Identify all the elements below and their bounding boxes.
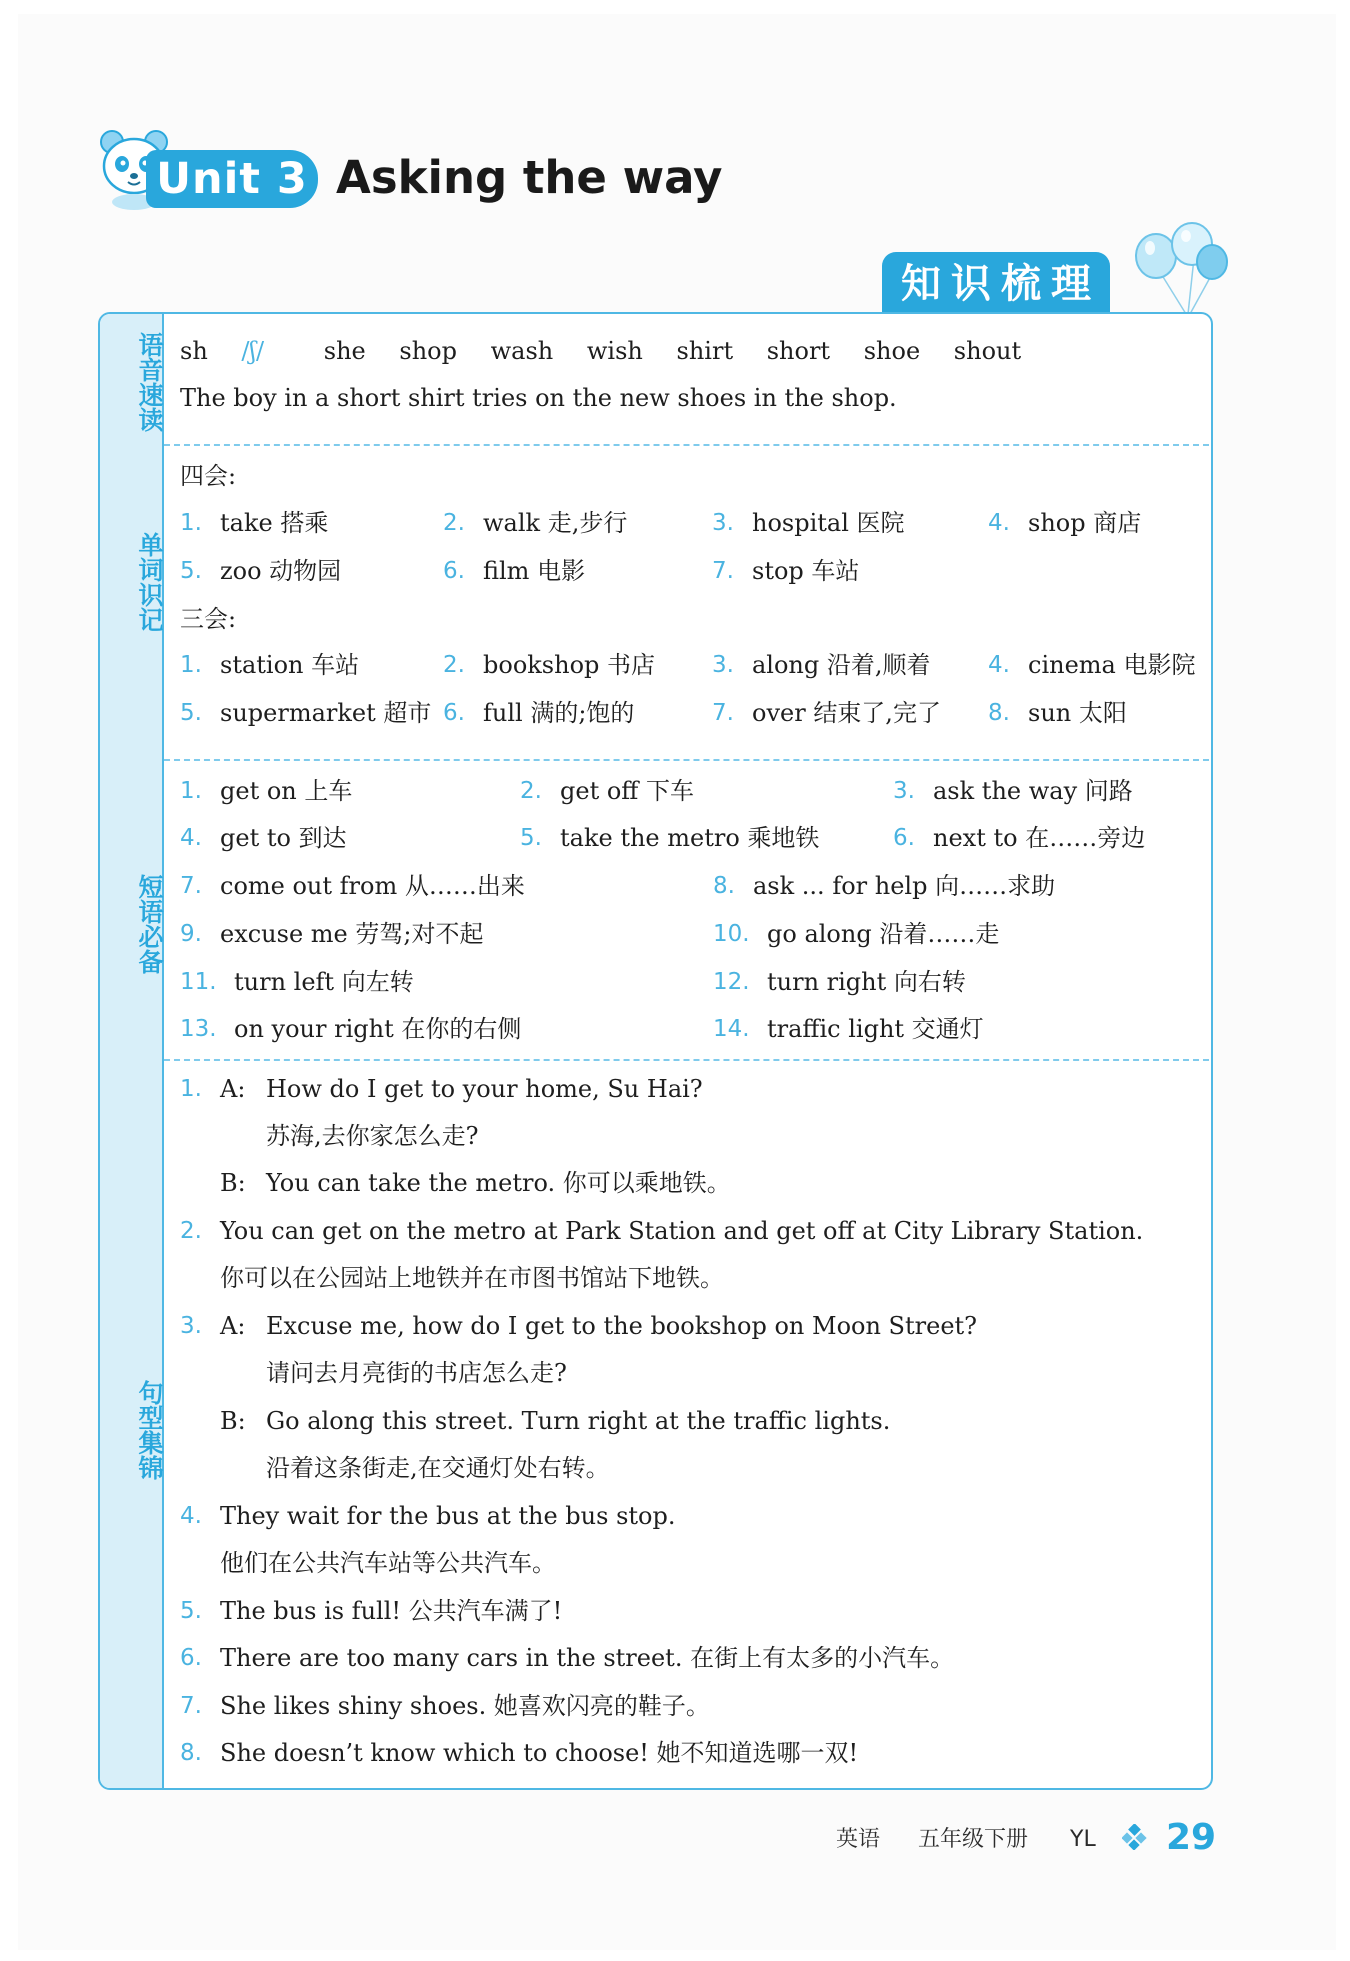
phonics-word: shout <box>953 337 1022 365</box>
sentence-number: 1. <box>180 1076 202 1102</box>
footer-edition: YL <box>1070 1827 1096 1852</box>
knowledge-frame <box>98 312 1213 1790</box>
phrase-number: 3. <box>893 778 915 804</box>
phrase-item: on your right 在你的右侧 <box>234 1015 522 1043</box>
phrase-item: take the metro 乘地铁 <box>560 824 820 852</box>
vocab-number: 1. <box>180 510 202 536</box>
vocab-item: sun 太阳 <box>1028 699 1127 727</box>
side-label-sentences: 句型集锦 <box>135 1380 164 1480</box>
sentence-text: The bus is full! 公共汽车满了! <box>220 1597 563 1625</box>
vocab-item: bookshop 书店 <box>483 651 656 679</box>
speaker-label: A: <box>220 1075 246 1103</box>
side-label-phrases: 短语必备 <box>135 874 164 974</box>
speaker-label: B: <box>220 1169 246 1197</box>
sentence-english: You can take the metro. 你可以乘地铁。 <box>266 1169 731 1197</box>
sentence-text: She likes shiny shoes. 她喜欢闪亮的鞋子。 <box>220 1692 710 1720</box>
vocab-number: 3. <box>712 652 734 678</box>
sentence-chinese: 苏海,去你家怎么走? <box>266 1122 479 1150</box>
phonics-word: wash <box>490 337 554 365</box>
phonics-word: shoe <box>863 337 921 365</box>
vocab-number: 7. <box>712 558 734 584</box>
side-label-phonics: 语音速读 <box>135 332 164 432</box>
sentence-english: Go along this street. Turn right at the traffic lights. <box>266 1407 891 1435</box>
phonics-word: shirt <box>676 337 734 365</box>
section-divider <box>164 444 1209 446</box>
phrase-item: get off 下车 <box>560 777 694 805</box>
vocab-number: 1. <box>180 652 202 678</box>
phrase-item: excuse me 劳驾;对不起 <box>220 920 484 948</box>
phrase-item: turn right 向右转 <box>767 968 966 996</box>
vocab-number: 3. <box>712 510 734 536</box>
vocab-item: hospital 医院 <box>752 509 905 537</box>
diamond-icon <box>1122 1824 1148 1850</box>
sentence-chinese: 沿着这条街走,在交通灯处右转。 <box>266 1454 610 1482</box>
sentence-english: They wait for the bus at the bus stop. <box>220 1502 676 1530</box>
vocab-item: station 车站 <box>220 651 360 679</box>
vocab-item: take 搭乘 <box>220 509 329 537</box>
vocab-item: full 满的;饱的 <box>483 699 635 727</box>
vocab-item: stop 车站 <box>752 557 860 585</box>
phonics-word: shop <box>399 337 457 365</box>
sentence-text: There are too many cars in the street. 在街上有太多的小汽车。 <box>220 1644 955 1672</box>
vocab-item: along 沿着,顺着 <box>752 651 931 679</box>
phonics-sound: sh /ʃ/ <box>180 337 265 365</box>
phrase-number: 5. <box>520 825 542 851</box>
phrase-item: get to 到达 <box>220 824 347 852</box>
vocab-number: 4. <box>988 510 1010 536</box>
four-skill-heading: 四会: <box>180 462 237 490</box>
phonics-word: she <box>323 337 366 365</box>
sentence-number: 3. <box>180 1313 202 1339</box>
sentence-number: 6. <box>180 1645 202 1671</box>
vocab-number: 4. <box>988 652 1010 678</box>
vocab-number: 6. <box>443 558 465 584</box>
sentence-english: You can get on the metro at Park Station and get off at City Library Station. <box>220 1217 1144 1245</box>
vocab-number: 2. <box>443 510 465 536</box>
sentence-number: 7. <box>180 1693 202 1719</box>
three-skill-heading: 三会: <box>180 605 237 633</box>
phrase-number: 14. <box>713 1016 750 1042</box>
phrase-number: 2. <box>520 778 542 804</box>
vocab-number: 5. <box>180 700 202 726</box>
phonics-ipa: /ʃ/ <box>241 337 265 365</box>
sentence-chinese: 他们在公共汽车站等公共汽车。 <box>220 1549 556 1577</box>
phrase-number: 1. <box>180 778 202 804</box>
phrase-number: 8. <box>713 873 735 899</box>
phrase-number: 4. <box>180 825 202 851</box>
sentence-chinese: 请问去月亮街的书店怎么走? <box>266 1359 567 1387</box>
balloons-icon <box>1124 222 1230 320</box>
phonics-word: short <box>766 337 831 365</box>
section-banner: 知识梳理 <box>882 252 1110 316</box>
sentence-english: Excuse me, how do I get to the bookshop on Moon Street? <box>266 1312 978 1340</box>
phrase-number: 6. <box>893 825 915 851</box>
footer-subject: 英语 <box>836 1827 881 1852</box>
phonics-word: wish <box>586 337 643 365</box>
vocab-number: 2. <box>443 652 465 678</box>
section-divider <box>164 1059 1209 1061</box>
unit-badge: Unit 3 <box>146 150 318 208</box>
phrase-number: 13. <box>180 1016 217 1042</box>
vocab-item: cinema 电影院 <box>1028 651 1196 679</box>
vocab-item: over 结束了,完了 <box>752 699 941 727</box>
sentence-chinese: 你可以在公园站上地铁并在市图书馆站下地铁。 <box>220 1264 724 1292</box>
vocab-number: 7. <box>712 700 734 726</box>
vocab-number: 5. <box>180 558 202 584</box>
sentence-number: 2. <box>180 1218 202 1244</box>
vocab-number: 6. <box>443 700 465 726</box>
unit-title: Asking the way <box>336 151 723 204</box>
phrase-number: 7. <box>180 873 202 899</box>
phrase-item: turn left 向左转 <box>234 968 414 996</box>
phrase-item: go along 沿着……走 <box>767 920 1000 948</box>
vocab-number: 8. <box>988 700 1010 726</box>
sentence-english: How do I get to your home, Su Hai? <box>266 1075 703 1103</box>
phrase-item: come out from 从……出来 <box>220 872 525 900</box>
sentence-number: 4. <box>180 1503 202 1529</box>
phonics-word-row <box>180 334 1047 368</box>
vocab-item: walk 走,步行 <box>483 509 628 537</box>
sentence-text: She doesn’t know which to choose! 她不知道选哪一双! <box>220 1739 859 1767</box>
footer-grade: 五年级下册 <box>918 1827 1029 1852</box>
phrase-item: ask ... for help 向……求助 <box>753 872 1056 900</box>
phrase-item: next to 在……旁边 <box>933 824 1146 852</box>
vocab-item: zoo 动物园 <box>220 557 342 585</box>
speaker-label: B: <box>220 1407 246 1435</box>
sentence-number: 5. <box>180 1598 202 1624</box>
page-number: 29 <box>1166 1817 1217 1858</box>
side-label-vocabulary: 单词识记 <box>135 532 164 632</box>
phrase-number: 12. <box>713 969 750 995</box>
sentence-number: 8. <box>180 1740 202 1766</box>
speaker-label: A: <box>220 1312 246 1340</box>
phrase-item: ask the way 问路 <box>933 777 1133 805</box>
phrase-number: 10. <box>713 921 750 947</box>
phrase-item: traffic light 交通灯 <box>767 1015 984 1043</box>
vocab-item: film 电影 <box>483 557 586 585</box>
phrase-item: get on 上车 <box>220 777 353 805</box>
phrase-number: 9. <box>180 921 202 947</box>
phrase-number: 11. <box>180 969 217 995</box>
section-divider <box>164 759 1209 761</box>
vocab-item: supermarket 超市 <box>220 699 432 727</box>
phonics-sentence: The boy in a short shirt tries on the new shoes in the shop. <box>180 384 897 412</box>
vocab-item: shop 商店 <box>1028 509 1142 537</box>
side-label-column <box>100 314 164 1788</box>
